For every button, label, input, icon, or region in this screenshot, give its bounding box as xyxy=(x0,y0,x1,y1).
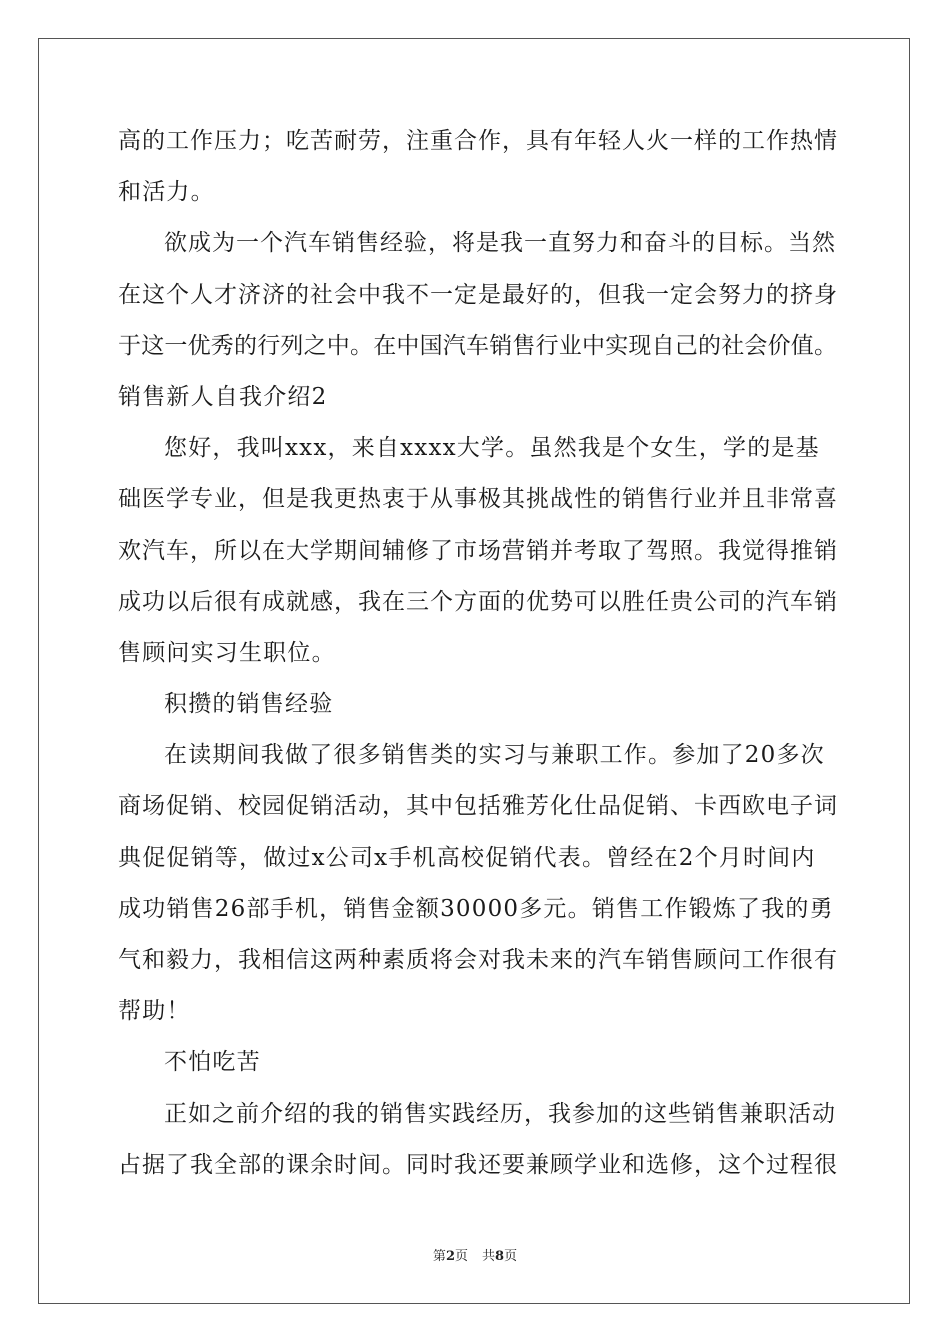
footer-total-suffix: 页 xyxy=(504,1249,518,1264)
text-line: 帮助！ xyxy=(118,998,191,1025)
text-line: 础医学专业，但是我更热衷于从事极其挑战性的销售行业并且非常喜 xyxy=(118,486,838,513)
text-line: 商场促销、校园促销活动，其中包括雅芳化仕品促销、卡西欧电子词 xyxy=(118,793,838,820)
text-line: 和活力。 xyxy=(118,179,215,206)
text-line: 您好，我叫xxx，来自xxxx大学。虽然我是个女生，学的是基 xyxy=(164,435,820,462)
text-line: 在这个人才济济的社会中我不一定是最好的，但我一定会努力的挤身 xyxy=(118,281,838,308)
page-footer xyxy=(0,1249,950,1265)
text-line: 不怕吃苦 xyxy=(164,1049,261,1076)
text-line: 高的工作压力；吃苦耐劳，注重合作，具有年轻人火一样的工作热情 xyxy=(118,128,838,154)
footer-page-suffix: 页 xyxy=(454,1249,468,1264)
text-line: 欢汽车，所以在大学期间辅修了市场营销并考取了驾照。我觉得推销 xyxy=(118,537,838,564)
text-line: 正如之前介绍的我的销售实践经历，我参加的这些销售兼职活动 xyxy=(164,1100,836,1127)
footer-total-pages: 8 xyxy=(495,1249,505,1264)
text-line: 积攒的销售经验 xyxy=(164,691,334,718)
text-line: 于这一优秀的行列之中。在中国汽车销售行业中实现自己的社会价值。 xyxy=(118,332,838,359)
text-line: 典促促销等，做过x公司x手机高校促销代表。曾经在2个月时间内 xyxy=(118,844,816,871)
text-line: 售顾问实习生职位。 xyxy=(118,639,336,666)
text-line: 成功以后很有成就感，我在三个方面的优势可以胜任贵公司的汽车销 xyxy=(118,588,838,615)
footer-total-prefix: 共 xyxy=(482,1249,496,1264)
text-line: 占据了我全部的课余时间。同时我还要兼顾学业和选修，这个过程很 xyxy=(118,1151,838,1178)
footer-page-prefix: 第 xyxy=(432,1249,446,1264)
text-line: 销售新人自我介绍2 xyxy=(118,383,328,410)
footer-page-number: 2 xyxy=(445,1249,455,1264)
text-line: 在读期间我做了很多销售类的实习与兼职工作。参加了20多次 xyxy=(164,742,825,769)
document-body xyxy=(118,126,838,1201)
text-line: 气和毅力，我相信这两种素质将会对我未来的汽车销售顾问工作很有 xyxy=(118,947,838,973)
text-line: 成功销售26部手机，销售金额30000多元。销售工作锻炼了我的勇 xyxy=(118,895,834,922)
text-line: 欲成为一个汽车销售经验，将是我一直努力和奋斗的目标。当然 xyxy=(164,230,836,257)
